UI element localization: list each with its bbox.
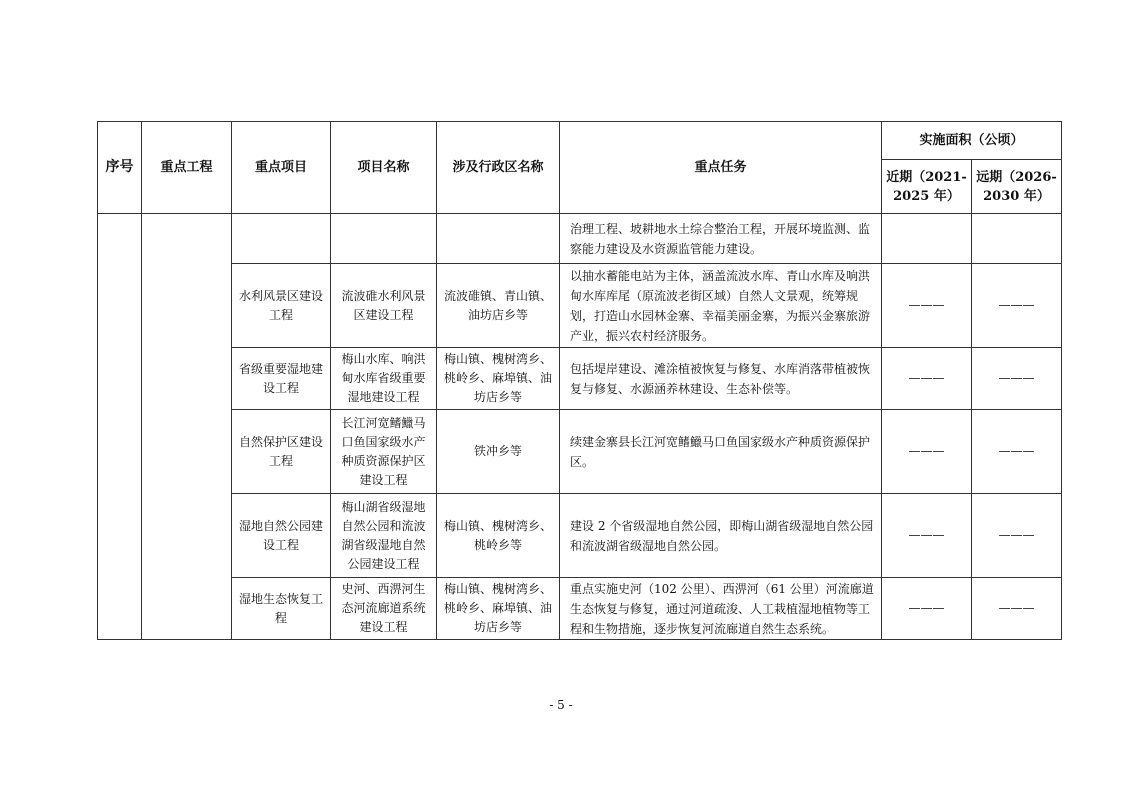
task-cell: 续建金寨县长江河宽鳍鱲马口鱼国家级水产种质资源保护 区。 xyxy=(560,410,882,494)
header-project-name: 项目名称 xyxy=(331,122,437,214)
project-name-cell: 流波碓水利风景 区建设工程 xyxy=(331,264,437,348)
table-row xyxy=(98,494,1062,578)
near-term-cell: ——— xyxy=(882,264,972,348)
near-term-cell: ——— xyxy=(882,348,972,410)
key-project-cell: 自然保护区建设 工程 xyxy=(232,410,331,494)
page-number: - 5 - xyxy=(549,698,573,712)
table-row xyxy=(98,214,1062,264)
long-term-cell xyxy=(972,214,1062,264)
long-term-cell: ——— xyxy=(972,348,1062,410)
table-row xyxy=(98,348,1062,410)
header-long-term: 远期（2026- 2030 年） xyxy=(972,160,1062,214)
admin-region-cell: 铁冲乡等 xyxy=(437,410,560,494)
task-cell: 治理工程、坡耕地水土综合整治工程，开展环境监测、监 察能力建设及水资源监管能力建设。 xyxy=(560,214,882,264)
key-project-cell: 湿地生态恢复工 程 xyxy=(232,578,331,640)
header-admin-region: 涉及行政区名称 xyxy=(437,122,560,214)
header-near-term: 近期（2021- 2025 年） xyxy=(882,160,972,214)
admin-region-cell: 梅山镇、槐树湾乡、 桃岭乡、麻埠镇、油 坊店乡等 xyxy=(437,578,560,640)
header-key-task: 重点任务 xyxy=(560,122,882,214)
long-term-cell: ——— xyxy=(972,494,1062,578)
key-project-cell xyxy=(232,214,331,264)
project-name-cell: 长江河宽鳍鱲马 口鱼国家级水产 种质资源保护区 建设工程 xyxy=(331,410,437,494)
admin-region-cell: 梅山镇、槐树湾乡、 桃岭乡等 xyxy=(437,494,560,578)
near-term-cell: ——— xyxy=(882,578,972,640)
key-project-cell: 省级重要湿地建 设工程 xyxy=(232,348,331,410)
near-term-cell: ——— xyxy=(882,410,972,494)
near-term-cell xyxy=(882,214,972,264)
task-cell: 重点实施史河（102 公里）、西淠河（61 公里）河流廊道 生态恢复与修复，通过河道疏浚、人工栽植湿地植物等工 程和生物措施，逐步恢复河流廊道自然生态系统。 xyxy=(560,578,882,640)
header-area-group: 实施面积（公顷） xyxy=(882,122,1062,160)
admin-region-cell: 梅山镇、槐树湾乡、 桃岭乡、麻埠镇、油 坊店乡等 xyxy=(437,348,560,410)
engineering-table xyxy=(97,121,1062,640)
long-term-cell: ——— xyxy=(972,410,1062,494)
admin-region-cell: 流波碓镇、青山镇、 油坊店乡等 xyxy=(437,264,560,348)
header-row-1 xyxy=(98,122,1062,160)
key-project-cell: 湿地自然公园建 设工程 xyxy=(232,494,331,578)
task-cell: 包括堤岸建设、滩涂植被恢复与修复、水库消落带植被恢 复与修复、水源涵养林建设、生态补偿等。 xyxy=(560,348,882,410)
task-cell: 建设 2 个省级湿地自然公园，即梅山湖省级湿地自然公园 和流波湖省级湿地自然公园。 xyxy=(560,494,882,578)
project-name-cell xyxy=(331,214,437,264)
table-row xyxy=(98,264,1062,348)
key-project-cell: 水利风景区建设 工程 xyxy=(232,264,331,348)
header-key-project: 重点项目 xyxy=(232,122,331,214)
task-cell: 以抽水蓄能电站为主体，涵盖流波水库、青山水库及响洪 甸水库库尾（原流波老街区域）自然人文景观，统筹规 划，打造山水园林金寨、幸福美丽金寨，为振兴金寨旅游 产业，振兴农村经济服务。 xyxy=(560,264,882,348)
project-name-cell: 梅山水库、响洪 甸水库省级重要 湿地建设工程 xyxy=(331,348,437,410)
project-name-cell: 史河、西淠河生 态河流廊道系统 建设工程 xyxy=(331,578,437,640)
table-row xyxy=(98,410,1062,494)
project-name-cell: 梅山湖省级湿地 自然公园和流波 湖省级湿地自然 公园建设工程 xyxy=(331,494,437,578)
long-term-cell: ——— xyxy=(972,264,1062,348)
header-key-engineering: 重点工程 xyxy=(142,122,232,214)
table-row xyxy=(98,578,1062,640)
near-term-cell: ——— xyxy=(882,494,972,578)
key-engineering-cell xyxy=(142,214,232,640)
header-seq: 序号 xyxy=(98,122,142,214)
long-term-cell: ——— xyxy=(972,578,1062,640)
seq-cell xyxy=(98,214,142,640)
admin-region-cell xyxy=(437,214,560,264)
